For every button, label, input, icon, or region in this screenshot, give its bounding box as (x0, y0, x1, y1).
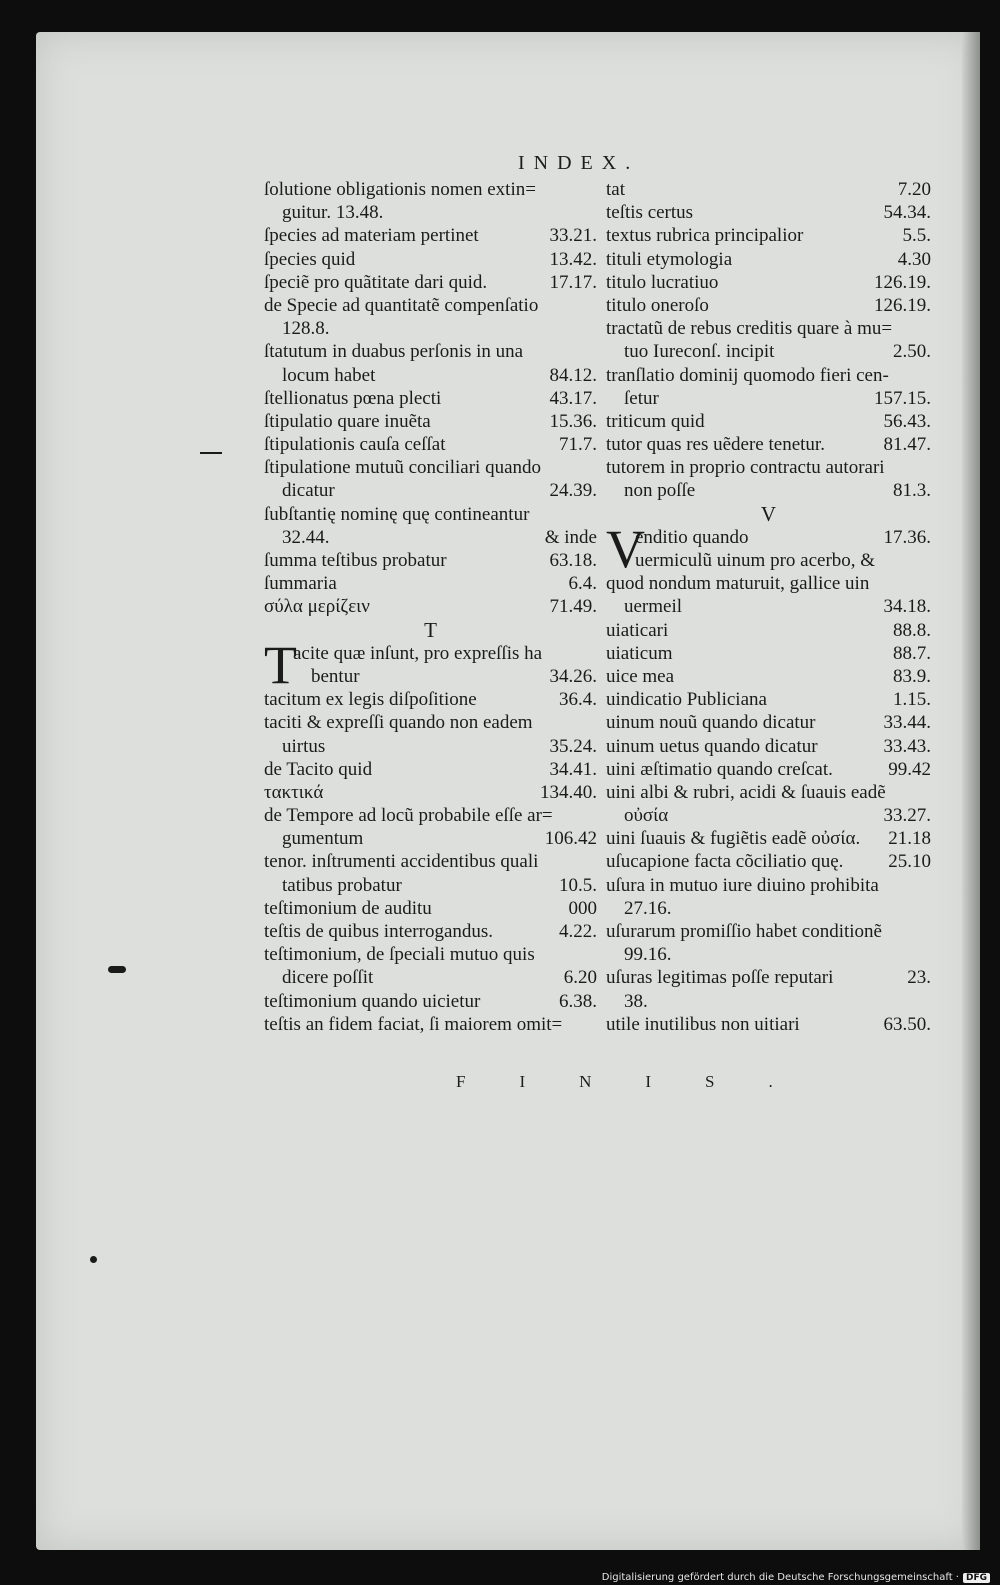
entry-reference: 4.30 (897, 248, 931, 270)
index-entry (606, 201, 931, 224)
entry-term: τακτικά (264, 781, 324, 803)
entry-term: uſuras legitimas poſſe reputari (606, 967, 834, 989)
index-entry (293, 665, 597, 688)
index-entry (264, 410, 597, 433)
entry-term: tutorem in proprio contractu autorari (606, 457, 885, 479)
index-entry (264, 735, 597, 758)
index-entry (264, 224, 597, 247)
left-entries-block-2 (264, 688, 597, 1036)
entry-reference: 21.18 (888, 828, 931, 850)
index-entry (606, 178, 931, 201)
index-entry (264, 433, 597, 456)
index-entry (606, 479, 931, 502)
entry-term: non poſſe (624, 480, 696, 502)
index-entry (606, 874, 931, 897)
entry-reference: 17.17. (549, 271, 597, 293)
entry-reference: 81.47. (883, 434, 931, 456)
entry-reference: 6.38. (559, 990, 597, 1012)
index-entry (606, 248, 931, 271)
entry-reference (925, 572, 931, 595)
entry-reference: 36.4. (559, 689, 597, 711)
index-entry (635, 526, 931, 549)
entry-reference: 25.10 (888, 851, 931, 873)
entry-term: 128.8. (282, 318, 330, 340)
entry-term: uini æſtimatio quando creſcat. (606, 758, 833, 780)
entry-term: teſtimonium de auditu (264, 897, 432, 919)
index-entry (293, 642, 597, 665)
entry-reference: 33.44. (883, 712, 931, 734)
entry-term: tatibus probatur (282, 874, 402, 896)
entry-reference: 43.17. (549, 387, 597, 409)
index-entry (606, 364, 931, 387)
entry-term: uiaticari (606, 619, 669, 641)
entry-term: dicatur (282, 480, 335, 502)
right-entries-block-2 (606, 572, 931, 1036)
section-letter-v: V (760, 501, 777, 526)
entry-reference (591, 201, 597, 224)
index-entry (606, 271, 931, 294)
entry-term: ſpecies quid (264, 248, 356, 270)
entry-term: 38. (624, 990, 648, 1012)
entry-term: tenor. inſtrumenti accidentibus quali (264, 851, 539, 873)
entry-reference: 88.7. (893, 642, 931, 664)
index-entry (606, 433, 931, 456)
entry-reference (925, 874, 931, 897)
entry-term: de Tempore ad locũ probabile eſſe ar= (264, 805, 553, 827)
entry-reference (591, 456, 597, 479)
entry-term: acite quæ inſunt, pro expreſſis ha (293, 642, 543, 664)
entry-term: titulo oneroſo (606, 294, 709, 316)
entry-reference: 81.3. (893, 480, 931, 502)
entry-reference: 126.19. (874, 271, 931, 293)
index-entry (264, 920, 597, 943)
index-entry (264, 503, 597, 526)
entry-reference: 24.39. (549, 480, 597, 502)
entry-term: uſurarum promiſſio habet conditionẽ (606, 921, 882, 943)
drop-cap-entry (264, 634, 597, 695)
index-entry (264, 456, 597, 479)
entry-term: 99.16. (624, 944, 672, 966)
index-entry (264, 688, 597, 711)
entry-reference: 6.20 (563, 967, 597, 989)
index-entry (606, 735, 931, 758)
entry-reference (591, 317, 597, 340)
index-entry (606, 340, 931, 363)
entry-term: tituli etymologia (606, 248, 733, 270)
entry-reference: 7.20 (897, 179, 931, 200)
entry-reference: 1.15. (893, 689, 931, 711)
entry-term: tat (606, 179, 625, 200)
index-entry (606, 456, 931, 479)
entry-reference (591, 178, 597, 201)
entry-term: guitur. 13.48. (282, 202, 384, 224)
entry-reference: 33.21. (549, 225, 597, 247)
entry-reference: 6.4. (568, 573, 597, 595)
index-entry (606, 595, 931, 618)
entry-reference (925, 990, 931, 1013)
entry-term: textus rubrica principalior (606, 225, 804, 247)
entry-term: titulo lucratiuo (606, 271, 719, 293)
index-entry (606, 966, 931, 989)
entry-term: uſucapione facta cõciliatio quę. (606, 851, 844, 873)
entry-term: uindicatio Publiciana (606, 689, 767, 711)
index-entry (264, 178, 597, 201)
entry-term: uirtus (282, 735, 326, 757)
entry-reference (591, 711, 597, 734)
index-entry (264, 526, 597, 549)
entry-reference: 106.42 (544, 828, 597, 850)
index-entry (264, 897, 597, 920)
index-entry (264, 595, 597, 618)
entry-term: ſtellionatus pœna plecti (264, 387, 442, 409)
entry-term: uini ſuauis & fugiẽtis eadẽ οὐσία. (606, 828, 861, 850)
entry-reference: 83.9. (893, 665, 931, 687)
entry-reference: 54.34. (883, 202, 931, 224)
entry-term: teſtis de quibus interrogandus. (264, 921, 494, 943)
index-entry (606, 850, 931, 873)
index-entry (606, 665, 931, 688)
entry-term: ſpeciẽ pro quãtitate dari quid. (264, 271, 488, 293)
entry-reference (591, 503, 597, 526)
entry-term: uice mea (606, 665, 675, 687)
entry-term: οὐσία (624, 805, 669, 827)
entry-reference (591, 340, 597, 363)
index-entry (606, 1013, 931, 1036)
index-entry (264, 874, 597, 897)
entry-term: quod nondum maturuit, gallice uin (606, 573, 870, 595)
entry-term: uini albi & rubri, acidi & ſuauis eadẽ (606, 781, 886, 803)
entry-reference: 56.43. (883, 410, 931, 432)
entry-reference (925, 456, 931, 479)
index-entry (264, 294, 597, 317)
book-page (36, 32, 980, 1550)
entry-reference: 35.24. (549, 735, 597, 757)
entry-reference: 34.26. (549, 665, 597, 687)
entry-term: tacitum ex legis diſpoſitione (264, 689, 477, 711)
entry-term: enditio quando (635, 526, 749, 548)
entry-term: ſolutione obligationis nomen extin= (264, 179, 536, 200)
margin-dash-mark (200, 452, 222, 454)
finis-footer: FINIS. (456, 1072, 827, 1091)
index-entry (606, 943, 931, 966)
left-entries-block-1 (264, 178, 597, 619)
entry-term: ſummaria (264, 573, 337, 595)
entry-reference: 157.15. (874, 387, 931, 409)
left-column (264, 178, 597, 1036)
entry-reference: & inde (544, 526, 597, 548)
index-entry (264, 804, 597, 827)
index-entry (264, 479, 597, 502)
index-entry (264, 340, 597, 363)
index-entry (264, 317, 597, 340)
index-entry (606, 827, 931, 850)
entry-reference: 34.18. (883, 596, 931, 618)
entry-reference: 126.19. (874, 294, 931, 316)
index-entry (606, 711, 931, 734)
index-entry (635, 549, 931, 572)
entry-term: ſtipulatione mutuũ conciliari quando (264, 457, 542, 479)
entry-reference (925, 781, 931, 804)
index-entry (264, 271, 597, 294)
index-entry (264, 850, 597, 873)
entry-term: triticum quid (606, 410, 705, 432)
right-entries-block-1 (606, 178, 931, 503)
entry-term: uermiculũ uinum pro acerbo, & (635, 550, 876, 571)
entry-term: tranſlatio dominij quomodo fieri cen- (606, 364, 889, 386)
drop-cap-lines (635, 526, 931, 572)
index-entry (264, 758, 597, 781)
entry-term: uſura in mutuo iure diuino prohibita (606, 874, 879, 896)
entry-reference (925, 943, 931, 966)
index-entry (606, 387, 931, 410)
index-entry (264, 827, 597, 850)
entry-reference (925, 897, 931, 920)
entry-reference: 000 (568, 897, 597, 919)
entry-reference: 5.5. (902, 225, 931, 247)
entry-reference: 2.50. (893, 341, 931, 363)
entry-reference: 33.27. (883, 805, 931, 827)
entry-reference (925, 317, 931, 340)
index-entry (606, 410, 931, 433)
entry-reference: 4.22. (559, 921, 597, 943)
entry-term: ſumma teſtibus probatur (264, 550, 447, 571)
index-entry (264, 387, 597, 410)
entry-term: 27.16. (624, 897, 672, 919)
index-entry (606, 920, 931, 943)
entry-term: uinum uetus quando dicatur (606, 735, 818, 757)
margin-dot-mark (90, 1256, 97, 1263)
index-entry (606, 781, 931, 804)
drop-cap-v: V (606, 518, 645, 579)
entry-reference: 99.42 (888, 758, 931, 780)
section-letter-t: T (424, 617, 437, 642)
entry-term: teſtimonium, de ſpeciali mutuo quis (264, 944, 535, 966)
entry-term: dicere poſſit (282, 967, 374, 989)
entry-term: bentur (311, 665, 360, 687)
entry-reference (591, 850, 597, 873)
index-entry (606, 619, 931, 642)
entry-term: ſetur (624, 387, 659, 409)
index-entry (606, 642, 931, 665)
entry-term: tractatũ de rebus creditis quare à mu= (606, 318, 893, 340)
entry-term: ſtipulatio quare inuẽta (264, 410, 431, 432)
entry-term: tutor quas res uẽdere tenetur. (606, 434, 825, 456)
index-entry (606, 572, 931, 595)
entry-term: ſpecies ad materiam pertinet (264, 225, 479, 247)
entry-term: de Tacito quid (264, 758, 373, 780)
entry-reference (591, 1013, 597, 1036)
index-entry (264, 1013, 597, 1036)
entry-reference: 84.12. (549, 364, 597, 386)
entry-term: taciti & expreſſi quando non eadem (264, 712, 533, 734)
index-entry (606, 688, 931, 711)
entry-reference: 34.41. (549, 758, 597, 780)
entry-term: utile inutilibus non uitiari (606, 1013, 800, 1035)
entry-term: de Specie ad quantitatẽ compenſatio (264, 294, 539, 316)
entry-reference: 33.43. (883, 735, 931, 757)
entry-reference: 17.36. (883, 526, 931, 548)
entry-reference (591, 642, 597, 665)
entry-term: teſtis certus (606, 202, 694, 224)
entry-reference: 10.5. (559, 874, 597, 896)
entry-term: uinum nouũ quando dicatur (606, 712, 816, 734)
entry-reference (591, 804, 597, 827)
index-entry (606, 758, 931, 781)
drop-cap-lines (293, 642, 597, 688)
entry-reference (925, 549, 931, 572)
entry-reference (591, 294, 597, 317)
index-entry (264, 943, 597, 966)
running-header: INDEX. (518, 152, 640, 174)
index-entry (264, 572, 597, 595)
entry-term: locum habet (282, 364, 376, 386)
index-entry (606, 294, 931, 317)
entry-reference (925, 920, 931, 943)
index-entry (264, 549, 597, 572)
margin-pointer-mark (108, 966, 126, 973)
index-entry (264, 990, 597, 1013)
index-entry (606, 317, 931, 340)
drop-cap-entry (606, 518, 931, 579)
digitization-credit (602, 1572, 990, 1583)
entry-reference: 71.7. (559, 434, 597, 456)
index-entry (606, 990, 931, 1013)
entry-term: ſtipulationis cauſa ceſſat (264, 434, 446, 456)
entry-reference: 13.42. (549, 248, 597, 270)
entry-reference (925, 364, 931, 387)
entry-term: 32.44. (282, 526, 330, 548)
index-entry (606, 224, 931, 247)
index-entry (606, 804, 931, 827)
entry-reference: 23. (907, 967, 931, 989)
dfg-logo: DFG (963, 1573, 990, 1583)
drop-cap-t: T (264, 634, 297, 695)
entry-reference: 63.50. (883, 1013, 931, 1035)
entry-reference: 71.49. (549, 596, 597, 618)
page-edge (962, 32, 980, 1550)
index-entry (264, 248, 597, 271)
entry-term: gumentum (282, 828, 364, 850)
index-entry (264, 201, 597, 224)
index-entry (606, 897, 931, 920)
entry-term: uermeil (624, 596, 683, 618)
entry-term: ſubſtantię nominę quę contineantur (264, 503, 530, 525)
index-entry (264, 966, 597, 989)
entry-reference: 15.36. (549, 410, 597, 432)
index-entry (264, 781, 597, 804)
entry-term: teſtimonium quando uicietur (264, 990, 481, 1012)
right-column (606, 178, 931, 1036)
entry-term: tuo Iureconſ. incipit (624, 341, 775, 363)
entry-term: ſtatutum in duabus perſonis in una (264, 341, 524, 363)
entry-term: σύλα μερίζειν (264, 596, 370, 618)
credit-text: Digitalisierung gefördert durch die Deutsche Forschungsgemeinschaft · (601, 1572, 959, 1583)
entry-reference: 134.40. (540, 781, 597, 803)
entry-reference: 63.18. (549, 550, 597, 571)
entry-term: teſtis an fidem faciat, ſi maiorem omit= (264, 1013, 563, 1035)
entry-term: uiaticum (606, 642, 673, 664)
index-entry (264, 364, 597, 387)
entry-reference (591, 943, 597, 966)
index-entry (264, 711, 597, 734)
entry-reference: 88.8. (893, 619, 931, 641)
